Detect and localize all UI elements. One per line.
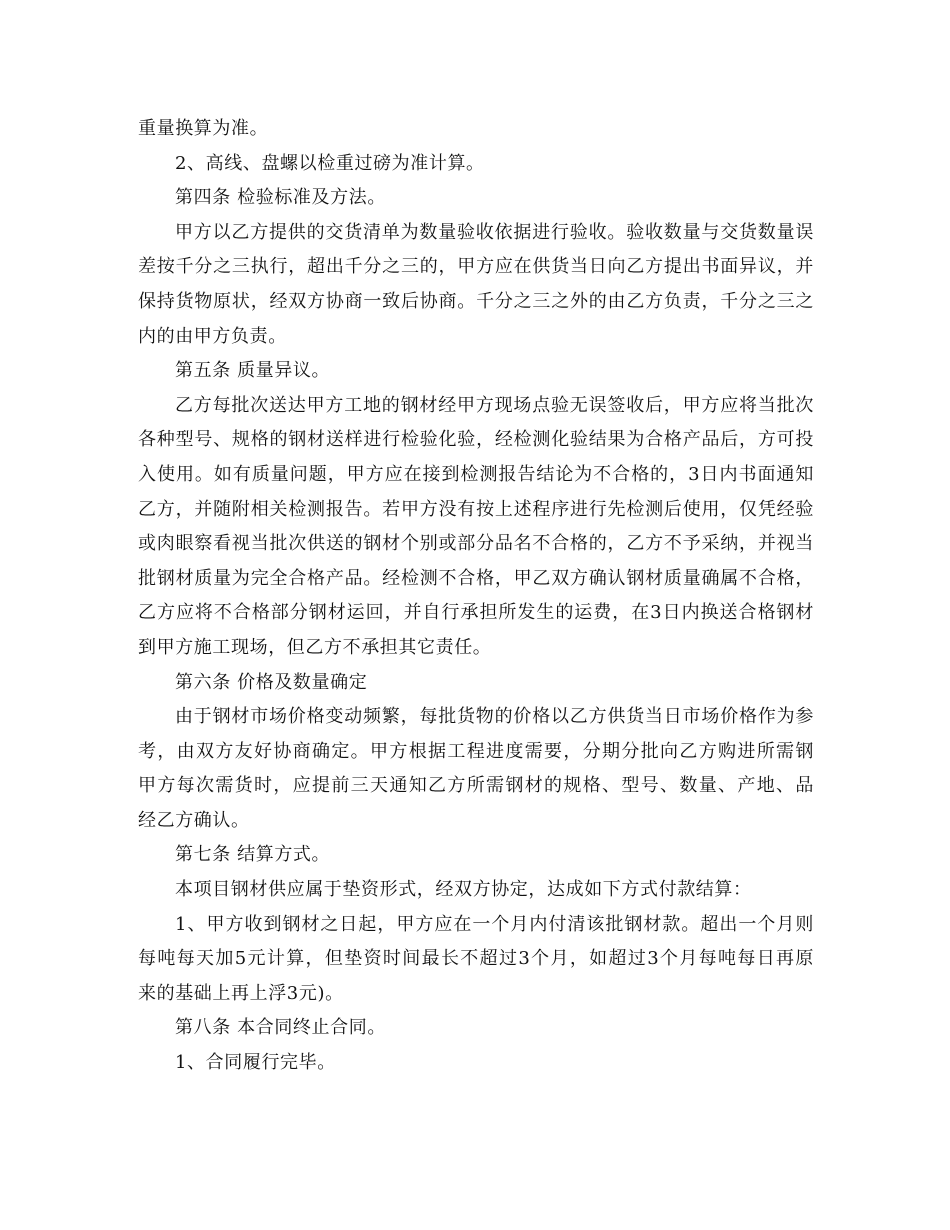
text-line: 经乙方确认。 <box>138 809 250 831</box>
text-line: 批钢材质量为完全合格产品。经检测不合格，甲乙双方确认钢材质量确属不合格， <box>138 567 814 589</box>
text-line: 内的由甲方负责。 <box>138 325 287 347</box>
text-line: 每吨每天加5元计算，但垫资时间最长不超过3个月，如超过3个月每吨每日再原 <box>138 948 814 970</box>
text-line: 乙方应将不合格部分钢材运回，并自行承担所发生的运费，在3日内换送合格钢材 <box>138 602 814 624</box>
text-line: 保持货物原状，经双方协商一致后协商。千分之三之外的由乙方负责，千分之三之 <box>138 290 814 312</box>
text-line: 甲方每次需货时，应提前三天通知乙方所需钢材的规格、型号、数量、产地、品 <box>138 775 814 797</box>
text-line: 第五条 质量异议。 <box>175 360 331 382</box>
text-line: 或肉眼察看视当批次供送的钢材个别或部分品名不合格的，乙方不予采纳，并视当 <box>138 533 814 555</box>
text-line: 各种型号、规格的钢材送样进行检验化验，经检测化验结果为合格产品后，方可投 <box>138 429 814 451</box>
text-line: 本项目钢材供应属于垫资形式，经双方协定，达成如下方式付款结算： <box>175 879 752 901</box>
text-line: 入使用。如有质量问题，甲方应在接到检测报告结论为不合格的，3日内书面通知 <box>138 463 814 485</box>
text-line: 来的基础上再上浮3元)。 <box>138 982 344 1004</box>
text-line: 甲方以乙方提供的交货清单为数量验收依据进行验收。验收数量与交货数量误 <box>175 221 814 243</box>
text-line: 1、合同履行完毕。 <box>175 1052 336 1074</box>
text-line: 重量换算为准。 <box>138 118 269 139</box>
text-line: 乙方，并随附相关检测报告。若甲方没有按上述程序进行先检测后使用，仅凭经验 <box>138 498 814 520</box>
text-line: 考，由双方友好协商确定。甲方根据工程进度需要，分期分批向乙方购进所需钢 <box>138 740 814 762</box>
text-line: 2、高线、盘螺以检重过磅为准计算。 <box>175 152 485 174</box>
text-line: 第八条 本合同终止合同。 <box>175 1017 386 1039</box>
document-body <box>138 112 814 1081</box>
text-line: 到甲方施工现场，但乙方不承担其它责任。 <box>138 636 492 658</box>
text-line: 1、甲方收到钢材之日起，甲方应在一个月内付清该批钢材款。超出一个月则 <box>175 913 814 935</box>
text-line: 由于钢材市场价格变动频繁，每批货物的价格以乙方供货当日市场价格作为参 <box>175 706 814 728</box>
text-line: 第六条 价格及数量确定 <box>175 671 368 693</box>
text-line: 差按千分之三执行，超出千分之三的，甲方应在供货当日向乙方提出书面异议，并 <box>138 256 814 278</box>
text-line: 第七条 结算方式。 <box>175 844 331 866</box>
text-line: 乙方每批次送达甲方工地的钢材经甲方现场点验无误签收后，甲方应将当批次 <box>175 394 814 416</box>
text-line: 第四条 检验标准及方法。 <box>175 187 386 209</box>
